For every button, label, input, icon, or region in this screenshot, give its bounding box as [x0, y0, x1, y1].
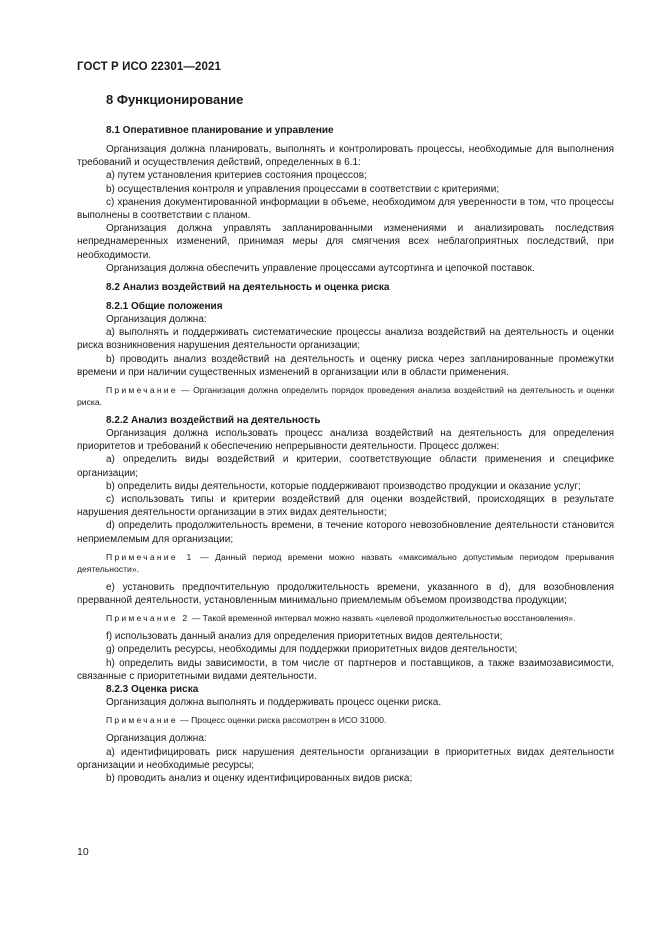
list-item: f) использовать данный анализ для определения приоритетных видов деятельности; — [106, 631, 503, 643]
section-8-2-title: 8.2 Анализ воздействий на деятельность и оценка риска — [106, 282, 390, 294]
note-lead: Примечание — [106, 715, 178, 726]
note-2 — [77, 612, 614, 624]
note — [77, 714, 614, 726]
note-1 — [77, 551, 614, 575]
paragraph: Организация должна управлять запланированными изменениями и анализировать последствия непреднамеренных изменений, принимая меры для смягчения всех неблагоприятных последствий, при необходимости. — [77, 223, 614, 261]
note-lead: Примечание 1 — [106, 551, 194, 562]
paragraph: Организация должна: — [106, 314, 207, 326]
paragraph: Организация должна выполнять и поддерживать процесс оценки риска. — [106, 697, 442, 709]
section-8-1-title: 8.1 Оперативное планирование и управление — [106, 125, 334, 136]
list-item: а) выполнять и поддерживать систематические процессы анализа воздействий на деятельность и оценки риска возникновения нарушения деятельности организации; — [77, 327, 614, 352]
document-body — [77, 92, 614, 785]
list-item: с) хранения документированной информации в объеме, необходимом для уверенности в том, что процессы выполнены в соответствии с планом. — [77, 196, 614, 222]
list-item: b) проводить анализ воздействий на деятельность и оценку риска через запланированные промежутки времени и при наличии существенных изменений в организации или в области применения. — [77, 353, 614, 378]
list-item: а) определить виды воздействий и критерии, соответствующие области применения и специфике организации; — [77, 454, 614, 479]
list-item: b) осуществления контроля и управления процессами в соответствии с критериями; — [106, 183, 500, 195]
section-8-2-1-title: 8.2.1 Общие положения — [106, 301, 223, 313]
note-text: — Такой временной интервал можно назвать «целевой продолжительностью восстановления». — [189, 613, 576, 624]
list-item: а) путем установления критериев состояния процессов; — [106, 170, 367, 182]
paragraph: Организация должна использовать процесс анализа воздействий на деятельность для определения приоритетов и требований к обеспечению непрерывности деятельности. Процесс должен: — [77, 428, 614, 453]
list-item: d) определить продолжительность времени, в течение которого невозобновление деятельности становится неприемлемым для организации; — [77, 520, 614, 545]
page-number: 10 — [77, 846, 89, 858]
list-item: b) определить виды деятельности, которые поддерживают производство продукции и оказание услуг; — [106, 480, 581, 492]
paragraph: Организация должна обеспечить управление процессами аутсортинга и цепочкой поставок. — [106, 262, 535, 274]
list-item: b) проводить анализ и оценку идентифицированных видов риска; — [106, 772, 413, 784]
paragraph: Организация должна планировать, выполнять и контролировать процессы, необходимые для выполнения требований и осуществления действий, определенных в 6.1: — [77, 144, 614, 169]
section-8-2-2-title: 8.2.2 Анализ воздействий на деятельность — [106, 415, 321, 427]
list-item: е) установить предпочтительную продолжительность времени, указанного в d), для возобновления прерванной деятельности, установленным минимально приемлемым объемом производства продукции; — [77, 581, 614, 607]
note-text: — Процесс оценки риска рассмотрен в ИСО 31000. — [177, 715, 387, 726]
section-8-title: 8 Функционирование — [106, 92, 244, 107]
paragraph: Организация должна: — [106, 733, 207, 745]
document-code-header: ГОСТ Р ИСО 22301—2021 — [77, 61, 222, 73]
list-item: а) идентифицировать риск нарушения деятельности организации в приоритетных видах деятельности организации и необходимые ресурсы; — [77, 746, 614, 771]
note-text: — Данный период времени можно назвать «максимально допустимым периодом прерывания деятельности». — [77, 551, 614, 574]
list-item: с) использовать типы и критерии воздействий для оценки воздействий, происходящих в результате нарушения деятельности организации в этих видах деятельности; — [77, 494, 614, 519]
note-lead: Примечание — [106, 385, 178, 396]
list-item: h) определить виды зависимости, в том числе от партнеров и поставщиков, а также взаимозависимости, связанные с приоритетными видами деятельности. — [77, 657, 614, 682]
note-text: — Организация должна определить порядок проведения анализа воздействий на деятельность и оценки риска. — [77, 385, 614, 408]
note — [77, 384, 614, 408]
note-lead: Примечание 2 — [106, 613, 190, 624]
section-8-2-3-title: 8.2.3 Оценка риска — [106, 684, 199, 696]
list-item: g) определить ресурсы, необходимы для поддержки приоритетных видов деятельности; — [106, 644, 518, 656]
